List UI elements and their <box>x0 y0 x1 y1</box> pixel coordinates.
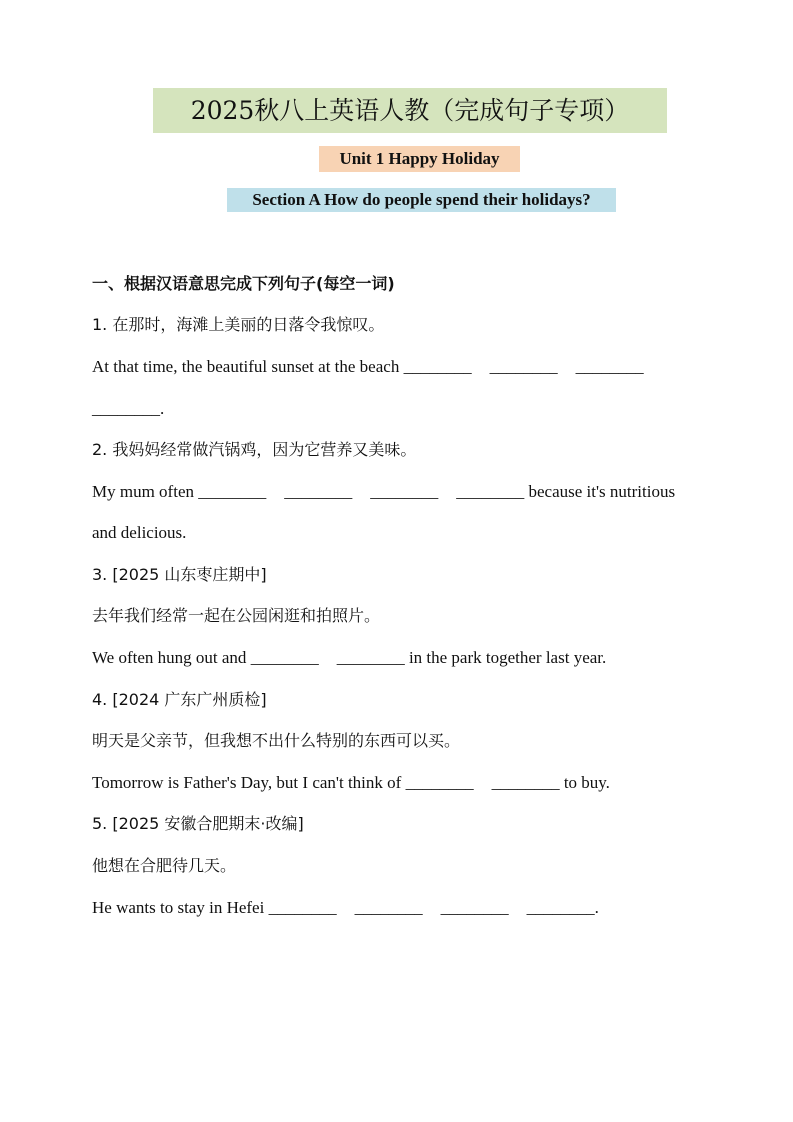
answer-blank[interactable]: ________ <box>575 357 644 376</box>
answer-blank[interactable]: ________ <box>370 482 439 501</box>
answer-blank[interactable]: ________ <box>268 898 337 917</box>
page-title: 2025秋八上英语人教（完成句子专项） <box>153 88 667 133</box>
answer-blank[interactable]: ________ <box>405 773 474 792</box>
item-5-prompt: He wants to stay in Hefei <box>92 898 265 917</box>
item-1-end: . <box>160 399 165 418</box>
item-5-source: 5. [2025 安徽合肥期末·改编] <box>92 814 304 833</box>
answer-blank[interactable]: ________ <box>491 773 560 792</box>
item-3-english <box>92 646 606 670</box>
answer-blank[interactable]: ________ <box>354 898 423 917</box>
item-3-chinese: 去年我们经常一起在公园闲逛和拍照片。 <box>92 606 381 625</box>
item-1-english-cont <box>92 397 164 421</box>
item-4-chinese: 明天是父亲节，但我想不出什么特别的东西可以买。 <box>92 731 461 750</box>
answer-blank[interactable]: ________ <box>526 898 595 917</box>
item-1-prompt: At that time, the beautiful sunset at the beach <box>92 357 400 376</box>
item-2-chinese: 2. 我妈妈经常做汽锅鸡，因为它营养又美味。 <box>92 440 417 459</box>
answer-blank[interactable]: ________ <box>198 482 267 501</box>
item-4-prompt: Tomorrow is Father's Day, but I can't think of <box>92 773 402 792</box>
answer-blank[interactable]: ________ <box>456 482 525 501</box>
answer-blank[interactable]: ________ <box>440 898 509 917</box>
item-1-chinese: 1. 在那时，海滩上美丽的日落令我惊叹。 <box>92 315 385 334</box>
item-2-prompt: My mum often <box>92 482 194 501</box>
item-5-chinese: 他想在合肥待几天。 <box>92 856 237 875</box>
answer-blank[interactable]: ________ <box>336 648 405 667</box>
item-2-english-cont: and delicious. <box>92 523 187 542</box>
item-1-english <box>92 355 644 379</box>
item-2-after: because it's nutritious <box>528 482 676 501</box>
item-4-english <box>92 771 610 795</box>
answer-blank[interactable]: ________ <box>403 357 472 376</box>
answer-blank[interactable]: ________ <box>250 648 319 667</box>
unit-label: Unit 1 Happy Holiday <box>319 146 520 172</box>
item-5-end: . <box>594 898 599 917</box>
item-3-prompt: We often hung out and <box>92 648 247 667</box>
item-3-after: in the park together last year. <box>408 648 607 667</box>
answer-blank[interactable]: ________ <box>489 357 558 376</box>
item-4-after: to buy. <box>563 773 610 792</box>
item-2-english <box>92 480 675 504</box>
item-5-english <box>92 896 599 920</box>
answer-blank[interactable]: ________ <box>284 482 353 501</box>
answer-blank[interactable]: ________ <box>92 399 160 418</box>
section-label: Section A How do people spend their holidays? <box>227 188 616 212</box>
item-3-source: 3. [2025 山东枣庄期中] <box>92 565 267 584</box>
item-4-source: 4. [2024 广东广州质检] <box>92 690 267 709</box>
instruction-heading: 一、根据汉语意思完成下列句子(每空一词) <box>92 274 395 293</box>
